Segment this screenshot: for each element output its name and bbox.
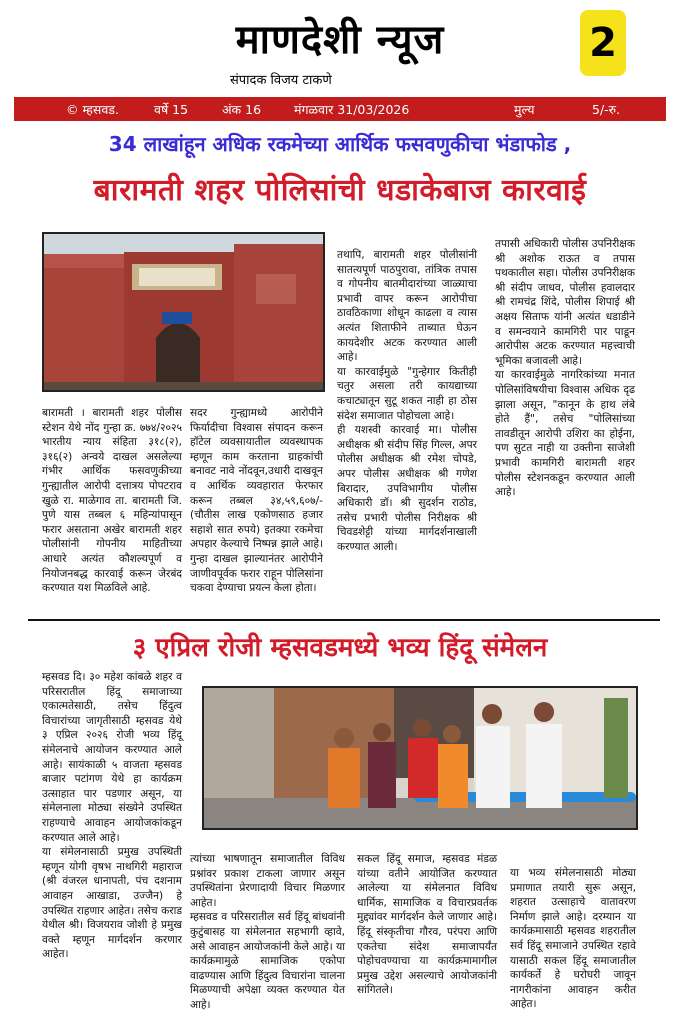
year-label: वर्षे 15 — [154, 102, 189, 117]
date-label: मंगळवार 31/03/2026 — [294, 102, 410, 117]
editor-line: संपादक विजय टाकणे — [230, 73, 332, 88]
price-label: मुल्य — [514, 102, 535, 117]
page-number-badge: 2 — [580, 10, 626, 76]
article2-column-3: सकल हिंदू समाज, म्हसवड मंडळ यांच्या वतीने आयोजित करण्यात आलेल्या या संमेलनात विविध धार्मिक, सामाजिक व विचारप्रवर्तक मुद्द्यांवर मार्गदर्शन केले जाणार आहे। हिंदू संस्कृतीचा गौरव, परंपरा आणि एकतेचा संदेश समाजापर्यंत पोहोचवण्याचा या कार्यक्रमामागील प्रमुख उद्देश असल्याचे आयोजकांनी सांगितले। — [357, 853, 497, 997]
article2-headline: ३ एप्रिल रोजी म्हसवडमध्ये भव्य हिंदू संमेलन — [132, 633, 548, 663]
article1-headline-top: 34 लाखांहून अधिक रकमेच्या आर्थिक फसवणुकीचा भंडाफोड , — [108, 132, 572, 156]
article1-column-4: तपासी अधिकारी पोलीस उपनिरीक्षक श्री अशोक राऊत व तपास पथकातील सहा। पोलीस उपनिरीक्षक श्री संदीप जाधव, पोलीस हवालदार श्री रामचंद्र शिंदे, पोलीस शिपाई श्री अक्षय सिताफ यांनी अत्यंत धडाडीने व समन्वयाने कामगिरी पार पाडून आरोपीस अटक करण्यात महत्त्वाची भूमिका बजावली आहे। या कारवाईमुळे नागरिकांच्या मनात पोलिसांविषयीचा विश्वास अधिक दृढ झाला असून, "कानून के हाथ लंबे होते हैं", तसेच "पोलिसांच्या तावडीतून आरोपी उशिरा का होईना, पण सुटत नाही या उक्तीना साजेशी प्रभावी कामगिरी बारामती शहर पोलीस स्टेशनकडून करण्यात आली आहे। — [495, 238, 635, 499]
issue-label: अंक 16 — [222, 102, 262, 117]
police-station-photo — [42, 232, 325, 392]
newspaper-title: माणदेशी न्यूज — [235, 17, 445, 63]
info-bar — [14, 97, 666, 121]
article2-column-1: म्हसवड दि। ३० महेश कांबळे शहर व परिसरातील हिंदू समाजाच्या एकात्मतेसाठी, तसेच हिंदुत्व विचारांच्या जागृतीसाठी म्हसवड येथे ३ एप्रिल २०२६ रोजी भव्य हिंदू संमेलनाचे आयोजन करण्यात आले आहे। सायंकाळी ५ वाजता म्हसवड बाजार पटांगण येथे हा कार्यक्रम उत्साहात पार पडणार असून, या संमेलनाला मोठ्या संख्येने उपस्थित राहण्याचे आवाहन आयोजकांकडून करण्यात आले आहे। या संमेलनासाठी प्रमुख उपस्थिती म्हणून योगी वृषभ नाथगिरी महाराज (श्री वंजरल धानापती, पंच दशनाम आवाहन आखाडा, उज्जैन) हे उपस्थित राहणार आहेत। तसेच कराड येथील श्री। विजयराव जोशी हे प्रमुख वक्ते म्हणून मार्गदर्शन करणार आहेत। — [42, 671, 182, 961]
place-label: © म्हसवड. — [66, 102, 119, 117]
article1-column-2: सदर गुन्ह्यामध्ये आरोपीने फिर्यादीचा विश्वास संपादन करून हॉटेल व्यवसायातील व्यवस्थापक म्हणून काम करताना ग्राहकांची बनावट नावे नोंदवून,उधारी दाखवून व आर्थिक व्यवहारात फेरफार करून तब्बल ३४,५९,६०७/- (चौतीस लाख एकोणसाठ हजार सहाशे सात रुपये) इतक्या रकमेचा अपहार केल्याचे निष्पन्न झाले आहे। गुन्हा दाखल झाल्यानंतर आरोपीने जाणीवपूर्वक फरार राहून पोलिसांना चकवा देण्याचा प्रयत्न केला होता। — [190, 407, 323, 595]
article1-headline-main: बारामती शहर पोलिसांची धडाकेबाज कारवाई — [93, 173, 587, 208]
article1-column-3: तथापि, बारामती शहर पोलीसांनी सातत्यपूर्ण पाठपुरावा, तांत्रिक तपास व गोपनीय बातमीदारांच्या जाळ्याचा प्रभावी वापर करून आरोपीचा ठावठिकाणा शोधून काढला व त्यास अत्यंत शिताफीने ताब्यात घेऊन कायदेशीर अटक करण्यात आली आहे। या कारवाईमुळे "गुन्हेगार कितीही चतुर असला तरी कायद्याच्या कचाट्यातून सुटू शकत नाही हा ठोस संदेश समाजात पोहोचला आहे। ही यशस्वी कारवाई मा। पोलीस अधीक्षक श्री संदीप सिंह गिल्ल, अपर पोलीस अधीक्षक श्री रमेश चोपडे, अपर पोलीस अधीक्षक श्री गणेश बिरादार, उपविभागीय पोलीस अधिकारी डॉ। श्री सुदर्शन राठोड, तसेच प्रभारी पोलीस निरीक्षक श्री चिवडशेट्टी यांच्या मार्गदर्शनाखाली करण्यात आली। — [337, 249, 477, 553]
sammelan-invitation-photo — [202, 686, 638, 830]
article2-column-2: त्यांच्या भाषणातून समाजातील विविध प्रश्नांवर प्रकाश टाकला जाणार असून उपस्थितांना प्रेरणादायी विचार मिळणार आहेत। म्हसवड व परिसरातील सर्व हिंदू बांधवांनी कुटुंबासह या संमेलनात सहभागी व्हावे, असे आवाहन आयोजकांनी केले आहे। या कार्यक्रमामुळे सामाजिक एकोपा वाढण्यास आणि हिंदुत्व विचारांना चालना मिळण्याची अपेक्षा व्यक्त करण्यात येत आहे। — [190, 853, 345, 1011]
section-divider — [28, 619, 660, 621]
masthead — [0, 0, 682, 96]
article2-column-4: या भव्य संमेलनासाठी मोठ्या प्रमाणात तयारी सुरू असून, शहरात उत्साहाचे वातावरण निर्माण झाले आहे। दरम्यान या कार्यक्रमासाठी म्हसवड शहरातील सर्व हिंदू समाजाने उपस्थित रहावे यासाठी सकल हिंदू समाजातील कार्यकर्ते हे घरोघरी जावून नागरीकांना आवाहन करीत आहेत। — [510, 867, 636, 1011]
article1-column-1: बारामती । बारामती शहर पोलीस स्टेशन येथे नोंद गुन्हा क्र. ७७४/२०२५ भारतीय न्याय संहिता ३१८(२), ३१६(२) अन्वये दाखल असलेल्या गंभीर आर्थिक फसवणुकीच्या गुन्ह्यातील आरोपी दत्तात्रय पोपटराव खुळे रा. माळेगाव ता. बारामती जि. पुणे यास तब्बल ६ महिन्यांपासून फरार असताना अखेर बारामती शहर पोलीसांनी गोपनीय माहितीच्या आधारे अत्यंत कौशल्यपूर्ण व नियोजनबद्ध कारवाई करून जेरबंद करण्यात यश मिळविले आहे. — [42, 407, 182, 595]
price-value: 5/-रु. — [592, 102, 621, 117]
